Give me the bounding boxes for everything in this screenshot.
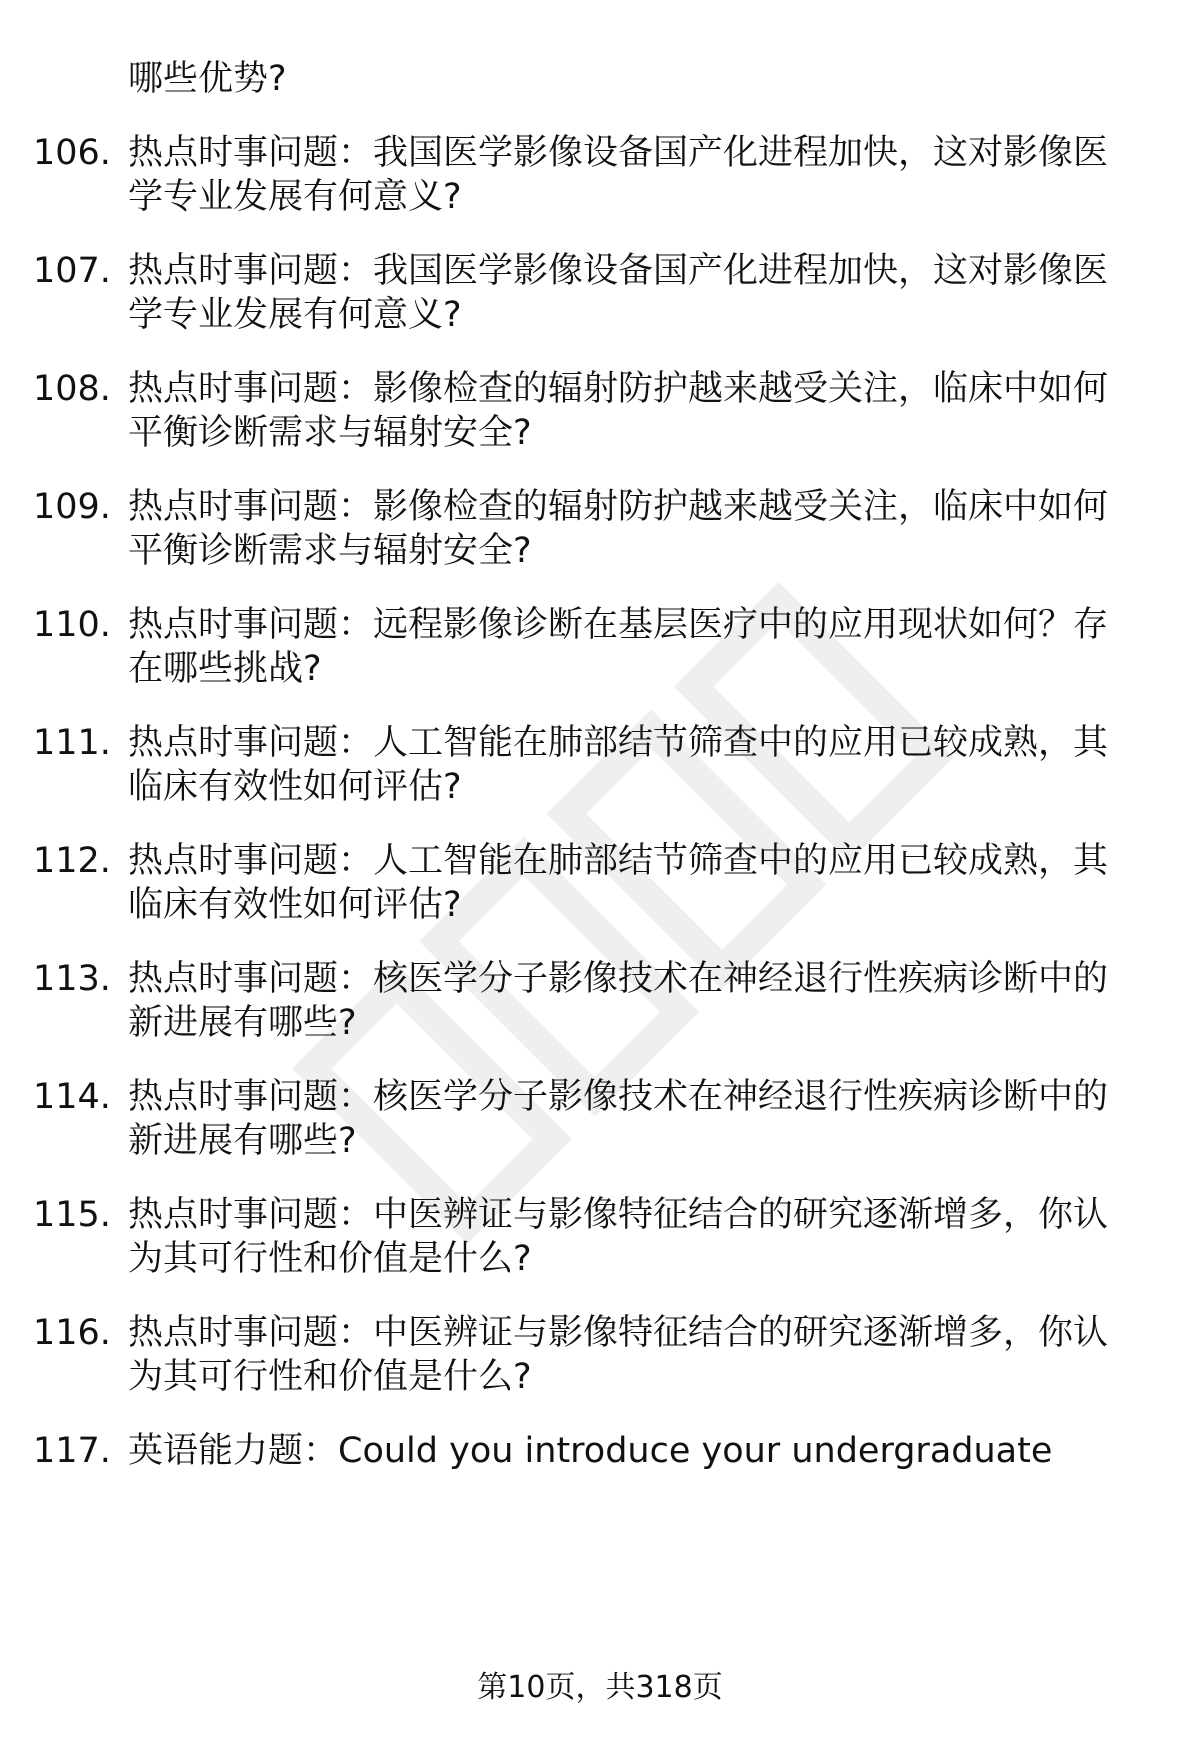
- question-text-line1: 热点时事问题：影像检查的辐射防护越来越受关注，临床中如何: [128, 487, 1109, 527]
- question-text-line2: 平衡诊断需求与辐射安全?: [128, 531, 532, 571]
- question-text-line1: 热点时事问题：中医辨证与影像特征结合的研究逐渐增多，你认: [128, 1195, 1109, 1235]
- question-number: 116.: [33, 1313, 111, 1353]
- question-text-line1: 热点时事问题：核医学分子影像技术在神经退行性疾病诊断中的: [128, 1077, 1109, 1117]
- question-number: 112.: [33, 841, 111, 881]
- question-text-line1: 热点时事问题：我国医学影像设备国产化进程加快，这对影像医: [128, 133, 1109, 173]
- question-text-line2: 新进展有哪些?: [128, 1003, 357, 1043]
- question-text-line1: 热点时事问题：核医学分子影像技术在神经退行性疾病诊断中的: [128, 959, 1109, 999]
- question-text-line1: 热点时事问题：人工智能在肺部结节筛查中的应用已较成熟，其: [128, 841, 1109, 881]
- question-number: 110.: [33, 605, 111, 645]
- question-number: 107.: [33, 251, 111, 291]
- question-text-line2: 新进展有哪些?: [128, 1121, 357, 1161]
- question-text-line1: 热点时事问题：人工智能在肺部结节筛查中的应用已较成熟，其: [128, 723, 1109, 763]
- continuation-line: 哪些优势?: [128, 59, 287, 99]
- question-text-line2: 临床有效性如何评估?: [128, 885, 462, 925]
- question-number: 113.: [33, 959, 111, 999]
- question-number: 106.: [33, 133, 111, 173]
- question-number: 111.: [33, 723, 111, 763]
- question-text-line2: 在哪些挑战?: [128, 649, 322, 689]
- question-text-line1: 英语能力题：Could you introduce your undergraduate: [128, 1431, 1053, 1471]
- question-text-line2: 学专业发展有何意义?: [128, 295, 462, 335]
- question-number: 109.: [33, 487, 111, 527]
- question-number: 115.: [33, 1195, 111, 1235]
- question-number: 114.: [33, 1077, 111, 1117]
- question-number: 108.: [33, 369, 111, 409]
- page-number-footer: 第10页，共318页: [477, 1670, 723, 1705]
- question-text-line2: 临床有效性如何评估?: [128, 767, 462, 807]
- question-text-line1: 热点时事问题：我国医学影像设备国产化进程加快，这对影像医: [128, 251, 1109, 291]
- question-text-line2: 为其可行性和价值是什么?: [128, 1239, 532, 1279]
- question-text-line2: 学专业发展有何意义?: [128, 177, 462, 217]
- question-text-line2: 平衡诊断需求与辐射安全?: [128, 413, 532, 453]
- question-text-line2: 为其可行性和价值是什么?: [128, 1357, 532, 1397]
- question-text-line1: 热点时事问题：远程影像诊断在基层医疗中的应用现状如何？存: [128, 605, 1109, 645]
- question-number: 117.: [33, 1431, 111, 1471]
- question-text-line1: 热点时事问题：中医辨证与影像特征结合的研究逐渐增多，你认: [128, 1313, 1109, 1353]
- question-text-line1: 热点时事问题：影像检查的辐射防护越来越受关注，临床中如何: [128, 369, 1109, 409]
